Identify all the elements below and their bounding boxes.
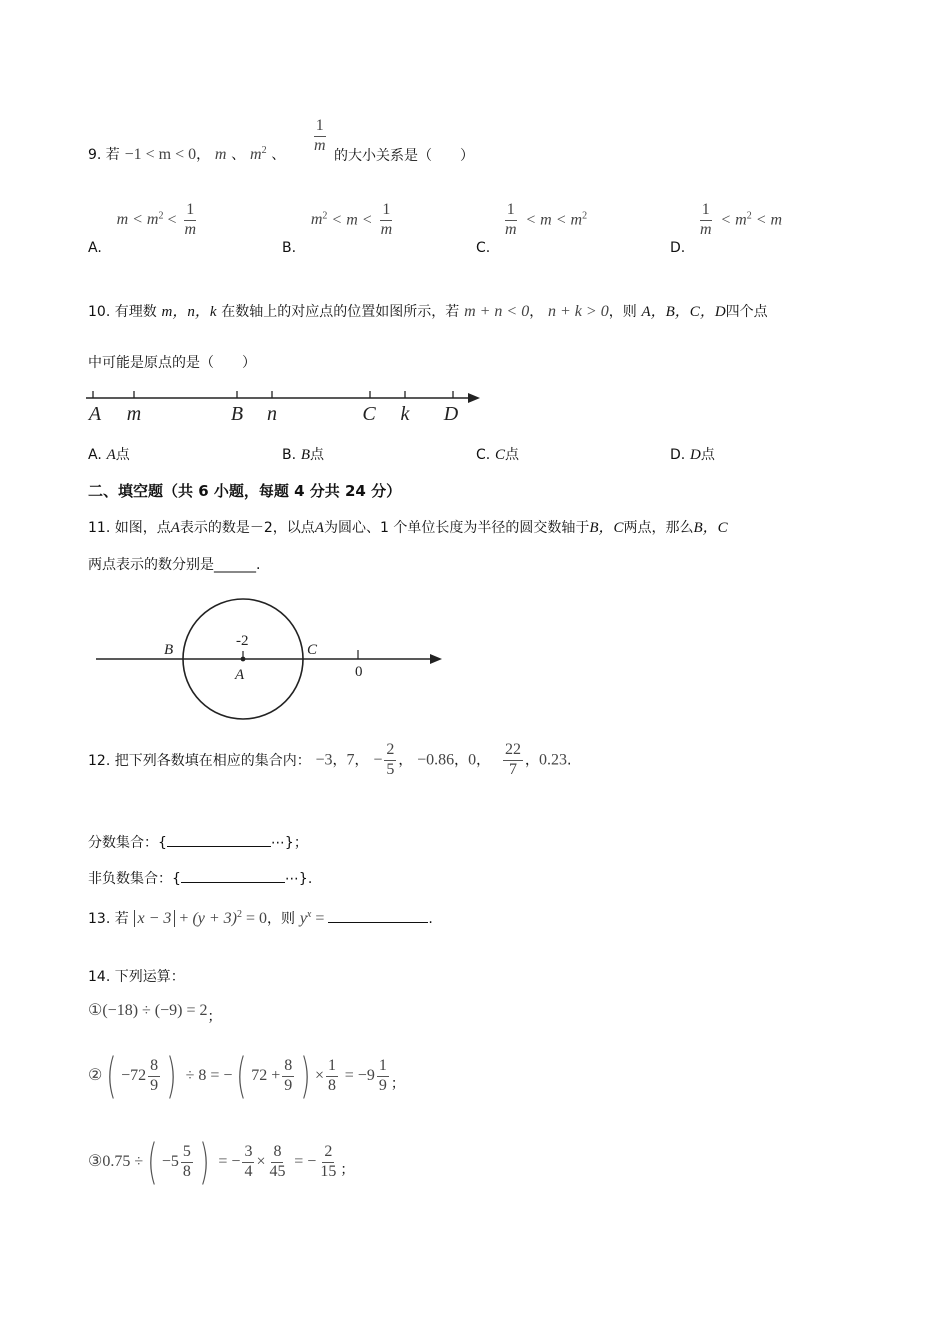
q10-label-b: B xyxy=(230,403,244,425)
q14-expr-1: ①(−18) ÷ (−9) = 2； xyxy=(88,1002,222,1025)
q11-axis-arrow xyxy=(430,654,442,664)
q10-label-m: m xyxy=(126,403,142,425)
q11-label-zero: 0 xyxy=(355,664,363,680)
q11-figure xyxy=(94,596,450,722)
q11-stem-line1: 11. 如图，点A表示的数是－2，以点A为圆心、1 个单位长度为半径的圆交数轴于B，C两点，那么B，C xyxy=(88,520,728,536)
q12-stem: 12. 把下列各数填在相应的集合内： −3，7， − $\frac{2}{5}$ ， −0.86，0， $\frac{22}{7}$ ，0.23. xyxy=(88,741,572,778)
q11-label-b: B xyxy=(164,642,174,658)
q12-fraction-set: 分数集合：{ ⋯}； xyxy=(88,832,308,852)
q14-stem: 14. 下列运算： xyxy=(88,969,185,985)
q11-label-minus2: -2 xyxy=(236,633,249,649)
q9-reciprocal: $\frac{1}{m}$ xyxy=(314,117,326,154)
q11-stem-line2: 两点表示的数分别是______. xyxy=(88,557,261,573)
section-title: 二、填空题（共 6 小题，每题 4 分共 24 分） xyxy=(88,482,402,500)
q11-label-a: A xyxy=(235,667,245,683)
q12-fraction-blank[interactable] xyxy=(167,832,271,847)
q10-stem-line2: 中可能是原点的是（ ） xyxy=(88,355,256,371)
q9-option-d[interactable]: D. $\frac{1}{m}$ < $m^2 < m$ xyxy=(670,201,783,257)
q9-option-b[interactable]: B. $m^2 < m$ < $\frac{1}{m}$ xyxy=(282,201,393,257)
q10-option-d[interactable]: D. D点 xyxy=(670,447,715,463)
q9-option-a[interactable]: A. $m < m^2$ < $\frac{1}{m}$ xyxy=(88,201,197,257)
q10-option-b[interactable]: B. B点 xyxy=(282,447,325,463)
q12-nonneg-blank[interactable] xyxy=(181,868,285,883)
q10-label-a: A xyxy=(88,403,102,425)
q13-stem: 13. 若 $x - 3 + (y + 3)^2 = 0$，则 $y^x$ = . xyxy=(88,909,433,927)
q10-axis-arrow xyxy=(468,393,480,403)
q14-expr-3: ③0.75 ÷( −5 $\frac{5}{8}$ ) = − $\frac{3}{4}$ × $\frac{8}{45}$ = − $\frac{2}{15}$ ； xyxy=(88,1134,355,1190)
q9-option-c[interactable]: C. $\frac{1}{m}$ < $m < m^2$ xyxy=(476,201,588,257)
q14-expr-2: ②( −72 $\frac{8}{9}$ ) ÷ 8 = −( 72 + $\frac{8}{9}$ ) × $\frac{1}{8}$ = −9 $\frac{1}{9}$ ； xyxy=(88,1048,405,1104)
q10-number-line xyxy=(80,384,490,428)
q10-option-a[interactable]: A. A点 xyxy=(88,447,130,463)
q13-answer-blank[interactable] xyxy=(328,908,428,923)
q10-label-d: D xyxy=(443,403,459,425)
q10-label-n: n xyxy=(267,403,277,425)
q10-label-k: k xyxy=(400,403,410,425)
q9-condition: −1 < m < 0 xyxy=(124,146,197,163)
q9-stem-suffix: 的大小关系是（ ） xyxy=(334,148,474,164)
q10-label-c: C xyxy=(362,403,376,425)
q9-stem: 9. 若 −1 < m < 0， m 、 $m^2$ 、 xyxy=(88,145,286,163)
q11-label-c: C xyxy=(307,642,318,658)
q12-nonneg-set: 非负数集合：{ ⋯}. xyxy=(88,868,312,888)
q10-option-c[interactable]: C. C点 xyxy=(476,447,520,463)
q10-stem-line1: 10. 有理数 m，n，k 在数轴上的对应点的位置如图所示，若 m + n < 0， n + k > 0，则 A，B，C，D四个点 xyxy=(88,303,768,320)
